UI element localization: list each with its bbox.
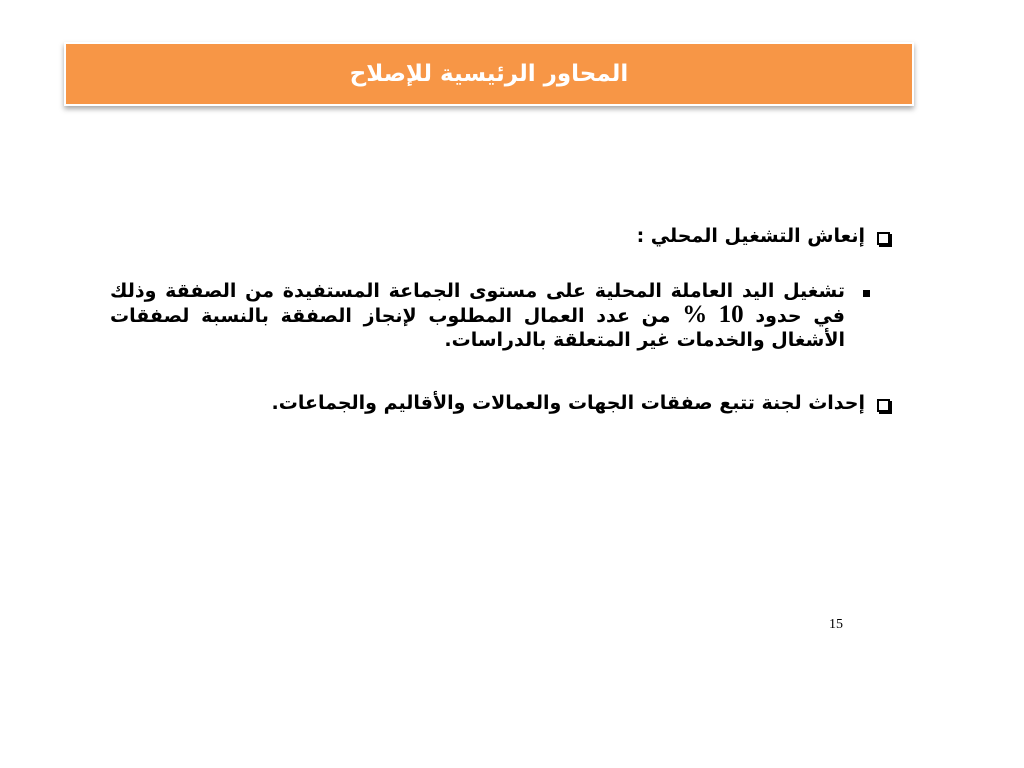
checkbox-bullet-icon [877, 399, 890, 412]
slide-content [110, 225, 890, 414]
paragraph-text-after: من عدد العمال المطلوب لإنجاز الصفقة بالنسبة لصفقات الأشغال والخدمات غير المتعلقة بالدراسات. [110, 305, 845, 351]
list-item [110, 225, 890, 247]
item-heading: إحداث لجنة تتبع صفقات الجهات والعمالات والأقاليم والجماعات. [271, 392, 865, 414]
paragraph-text-before: تشغيل اليد العاملة المحلية على مستوى الجماعة المستفيدة من الصفقة وذلك في حدود [110, 280, 845, 327]
item-paragraph [110, 279, 845, 352]
percentage-value: 10 % [682, 301, 744, 328]
page-number: 15 [829, 617, 843, 632]
list-item [110, 392, 890, 414]
slide-title: المحاور الرئيسية للإصلاح [349, 61, 629, 87]
item-heading: إنعاش التشغيل المحلي : [636, 225, 865, 247]
checkbox-bullet-icon [877, 232, 890, 245]
title-bar [64, 42, 914, 106]
list-item [110, 279, 890, 352]
square-bullet-icon [863, 290, 870, 297]
